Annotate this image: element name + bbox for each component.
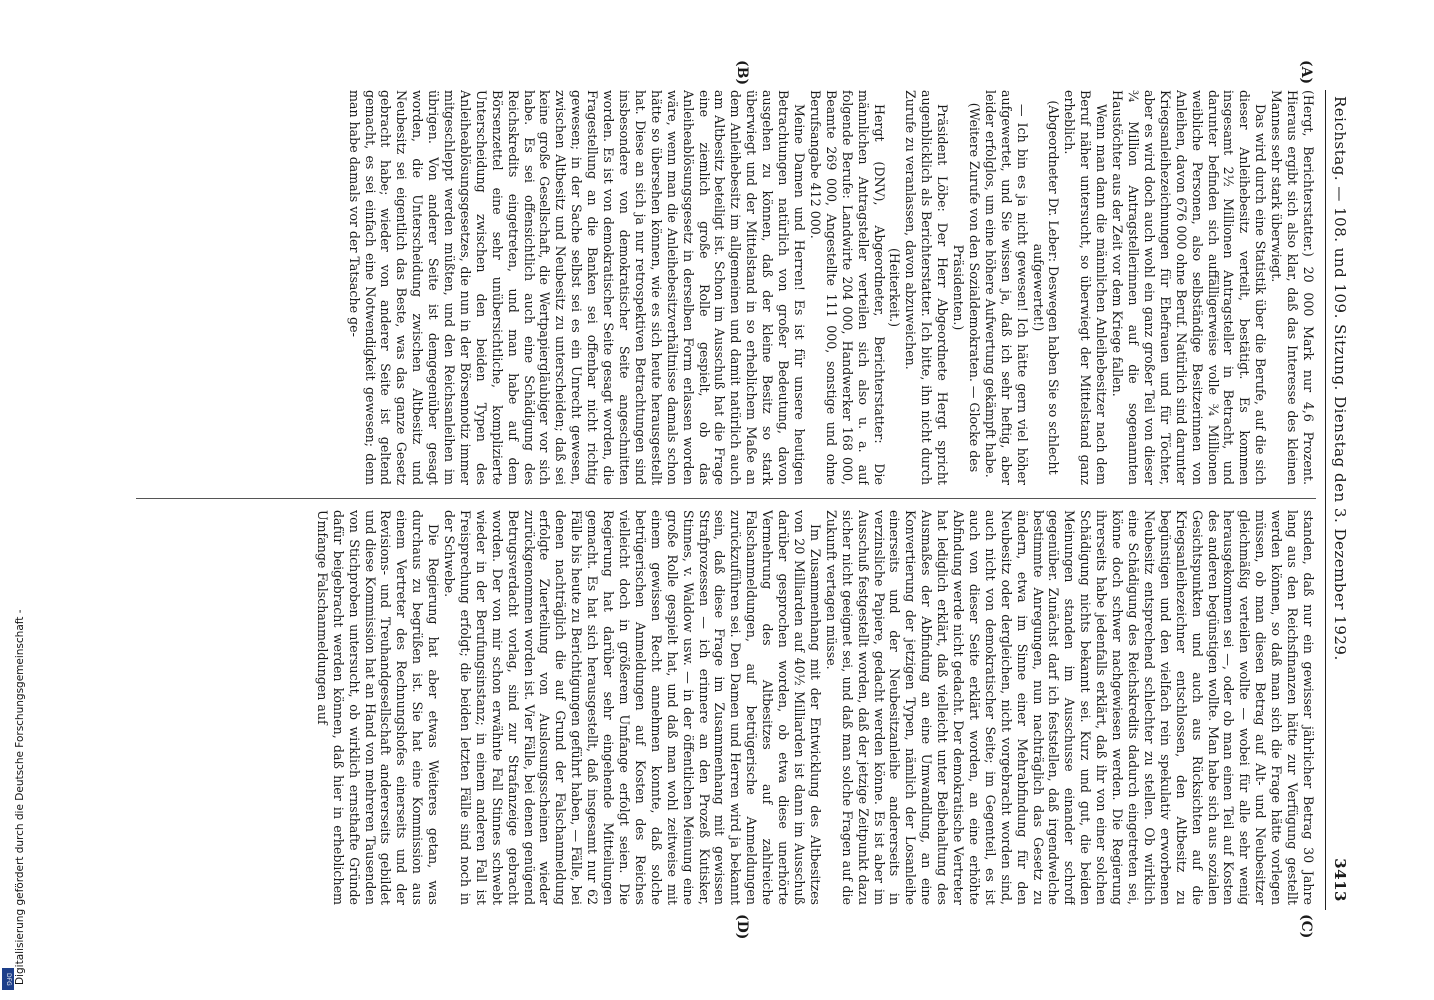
margin-marker-a: (A): [1298, 60, 1314, 85]
paragraph: Wenn man dann die männlichen Anleihebesitzer nach dem Beruf näher untersucht, so überwiegt der Mittelstand ganz erheblich.: [1062, 90, 1110, 485]
paragraph: (Hergt, Berichterstatter.) 20 000 Mark nur 4,6 Prozent. Hieraus ergibt sich also klar, daß das Interesse des kleinen Mannes sehr stark überwiegt.: [1269, 90, 1316, 485]
paragraph: Im Zusammenhang mit der Entwicklung des Altbesitzes von 20 Milliarden auf 40½ Milliarden ist dann im Ausschuß darüber gesprochen worden, ob etwa diese unerhörte Vermehrung des Altbesitzes auf zahlreiche Falschanmeldungen, auf betrügerische Anmeldungen zurückzuführen sei. Den Damen und Herren wird ja bekannt sein, daß diese Frage im Zusammenhang mit gewissen Strafprozessen — ich erinnere an den Prozeß Kutisker, Stinnes, v. Waldow usw. — in der öffentlichen Meinung eine große Rolle gespielt hat, und daß man wohl zeitweise mit einem gewissen Recht annehmen konnte, daß solche betrügerischen Anmeldungen auf Kosten des Reiches vielleicht doch in größerem Umfange erfolgt seien. Die Regierung hat darüber sehr eingehende Mitteilungen gemacht. Es hat sich herausgestellt, daß insgesamt nur 62 Fälle bis heute zu Berichtigungen geführt haben, — Fälle, bei denen nachträglich die auf Grund der Falschanmeldung erfolgte Zuerteilung von Auslosungsscheinen wieder zurückgenommen worden ist. Vier Fälle, bei denen genügend Betrugsverdacht vorlag, sind zur Strafanzeige gebracht worden. Der von mir schon erwähnte Fall Stinnes schwebt wieder in der Berufungsinstanz; in einem anderen Fall ist Freisprechung erfolgt; die beiden letzten Fälle sind noch in der Schwebe.: [442, 510, 823, 905]
margin-marker-b: (B): [734, 60, 750, 86]
paragraph: — Ich bin es ja nicht gewesen! Ich hätte gern viel höher aufgewertet, und Sie wissen ja, daß ich sehr heftig, aber leider erfolglos, um eine höhere Aufwertung gekämpft habe.: [982, 90, 1030, 485]
column-divider: [136, 498, 1316, 499]
paragraph: Die Regierung hat aber etwas Weiteres getan, was durchaus zu begrüßen ist. Sie hat eine Kommission aus einem Vertreter des Rechnungshofes einerseits und der Revisions- und Treuhandgesellschaft andererseits gebildet und diese Kommission hat an Hand von mehreren Tausenden von Stichproben untersucht, ob wirklich ernsthafte Gründe dafür beigebracht werden können, daß hier in erheblichem Umfange Falschanmeldungen auf: [314, 510, 442, 905]
credit-text: Digitalisierung gefördert durch die Deutsche Forschungsgemeinschaft -: [14, 609, 26, 985]
interjection: (Heiterkeit.): [887, 248, 903, 327]
digitization-credit: [0, 0, 26, 1000]
document-page: [120, 60, 1350, 940]
paragraph: Meine Damen und Herren! Es ist für unsere heutigen Betrachtungen natürlich von großer Bedeutung, davon ausgehen zu können, daß der kleine Besitz so stark überwiegt und der Mittelstand in so erheblichem Maße an dem Anleihebesitz im allgemeinen und damit natürlich auch am Altbesitz beteiligt ist. Schon im Ausschuß hat die Frage eine ziemlich große Rolle gespielt, ob das Anleiheablösungsgesetz in derselben Form erlassen worden wäre, wenn man die Anleihebesitzverhältnisse damals schon hätte so übersehen können, wie es sich heute herausgestellt hat. Diese an sich ja nur retrospektiven Betrachtungen sind insbesondere von demokratischer Seite angeschnitten worden. Es ist von demokratischer Seite gesagt worden, die Fragestellung an die Banken sei offenbar nicht richtig gewesen; in der Sache selbst sei es ein Unrecht gewesen, zwischen Altbesitz und Neubesitz zu unterscheiden; daß sei keine große Gesellschaft, die Wertpapiergläubiger vor sich habe. Es sei offensichtlich auch eine Schädigung des Reichskredits eingetreten, und man habe auf dem Börsenzettel eine sehr unübersichtliche, komplizierte Unterscheidung zwischen den beiden Typen des Anleiheablösungsgesetzes, die nun in der Börsennotiz immer mitgeschleppt werden müßten, und den Reichsanleihen im übrigen. Von anderer Seite ist demgegenüber gesagt worden, die Unterscheidung zwischen Altbesitz und Neubesitz sei eigentlich das Beste, was das ganze Gesetz gebracht habe; wieder von anderer Seite ist geltend gemacht, es sei einfach eine Notwendigkeit gewesen; denn man habe damals vor der Tatsache ge-: [346, 90, 807, 485]
margin-marker-c: (C): [1298, 914, 1314, 939]
paragraph: standen, daß nur ein gewisser jährlicher Betrag 30 Jahre lang aus den Reichsfinanzen hätte zur Verfügung gestellt werden können, so daß man sich die Frage hätte vorlegen müssen, ob man diesen Betrag auf Alt- und Neubesitzer gleichmäßig verteilen wollte — wobei für alle sehr wenig herausgekommen sei —, oder ob man einen Teil auf Kosten des anderen begünstigen wollte. Man habe sich aus sozialen Gesichtspunkten und auch aus Rücksichten auf die Kriegsanleihezeichner entschlossen, den Altbesitz zu begünstigen und den vielfach rein spekulativ erworbenen Neubesitz entsprechend schlechter zu stellen. Ob wirklich eine Schädigung des Reichskredits dadurch eingetreten sei, könne doch schwer nachgewiesen werden. Die Regierung ihrerseits habe jedenfalls erklärt, daß ihr von einer solchen Schädigung nichts bekannt sei. Kurz und gut, die beiden Meinungen standen im Ausschusse einander schroff gegenüber. Zunächst darf ich feststellen, daß irgendwelche bestimmte Anregungen, nun nachträglich das Gesetz zu ändern, etwa im Sinne einer Mehrabfindung für den Neubesitz oder dergleichen, nicht vorgebracht worden sind, auch nicht von demokratischer Seite; im Gegenteil, es ist auch von dieser Seite erklärt worden, an eine erhöhte Abfindung werde nicht gedacht. Der demokratische Vertreter hat lediglich erklärt, daß vielleicht unter Beibehaltung des Ausmaßes der Abfindung an eine Umwandlung, an eine Konvertierung der jetzigen Typen, nämlich der Losanleihe einerseits und der Neubesitzanleihe andererseits in verzinsliche Papiere, gedacht werden könne. Es ist aber im Ausschuß festgestellt worden, daß der jetzige Zeitpunkt dazu sicher nicht geeignet sei, und daß man solche Fragen auf die Zukunft vertagen müsse.: [823, 510, 1316, 905]
margin-marker-d: (D): [734, 914, 750, 940]
scan-area: [20, 0, 1420, 1000]
running-title: Reichstag. — 108. und 109. Sitzung. Dienstag den 3. Dezember 1929.: [1331, 96, 1349, 661]
paragraph: Präsident Löbe: Der Herr Abgeordnete Hergt spricht augenblicklich als Berichterstatter. Ich bitte, ihn nicht durch Zurufe zu veranlassen, davon abzuweichen.: [903, 90, 951, 485]
dfg-logo: DFG: [2, 968, 14, 990]
right-column: [136, 510, 1316, 905]
interjection: (Abgeordneter Dr. Leber: Deswegen haben Sie so schlecht aufgewertet!): [1030, 100, 1062, 475]
page-header: [1325, 90, 1350, 910]
paragraph: Hergt (DNV), Abgeordneter, Berichterstatter: Die männlichen Antragsteller verteilen sich also u. a. auf folgende Berufe: Landwirte 204 000, Handwerker 168 000, Beamte 269 000, Angestellte 111 000, sonstige und ohne Berufsangabe 412 000.: [807, 90, 887, 485]
interjection: (Weitere Zurufe von den Sozialdemokraten. — Glocke des Präsidenten.): [951, 102, 982, 473]
page-number: 3413: [1331, 858, 1349, 902]
paragraph: Das wird durch eine Statistik über die Berufe, auf die sich dieser Anleihebesitz verteilt, bestätigt. Es kommen insgesamt 2½ Millionen Antragsteller in Betracht, und darunter befinden sich auffälligerweise volle ¾ Millionen weibliche Personen, also selbständige Besitzerinnen von Anleihen, davon 676 000 ohne Beruf. Natürlich sind darunter Kriegsanleihezeichnungen für Ehefrauen und für Töchter, aber es wird doch auch wohl ein ganz großer Teil von dieser ¾ Million Antragstellerinnen auf die sogenannten Haustöchter aus der Zeit vor dem Kriege fallen.: [1110, 90, 1269, 485]
left-column: [136, 90, 1316, 485]
